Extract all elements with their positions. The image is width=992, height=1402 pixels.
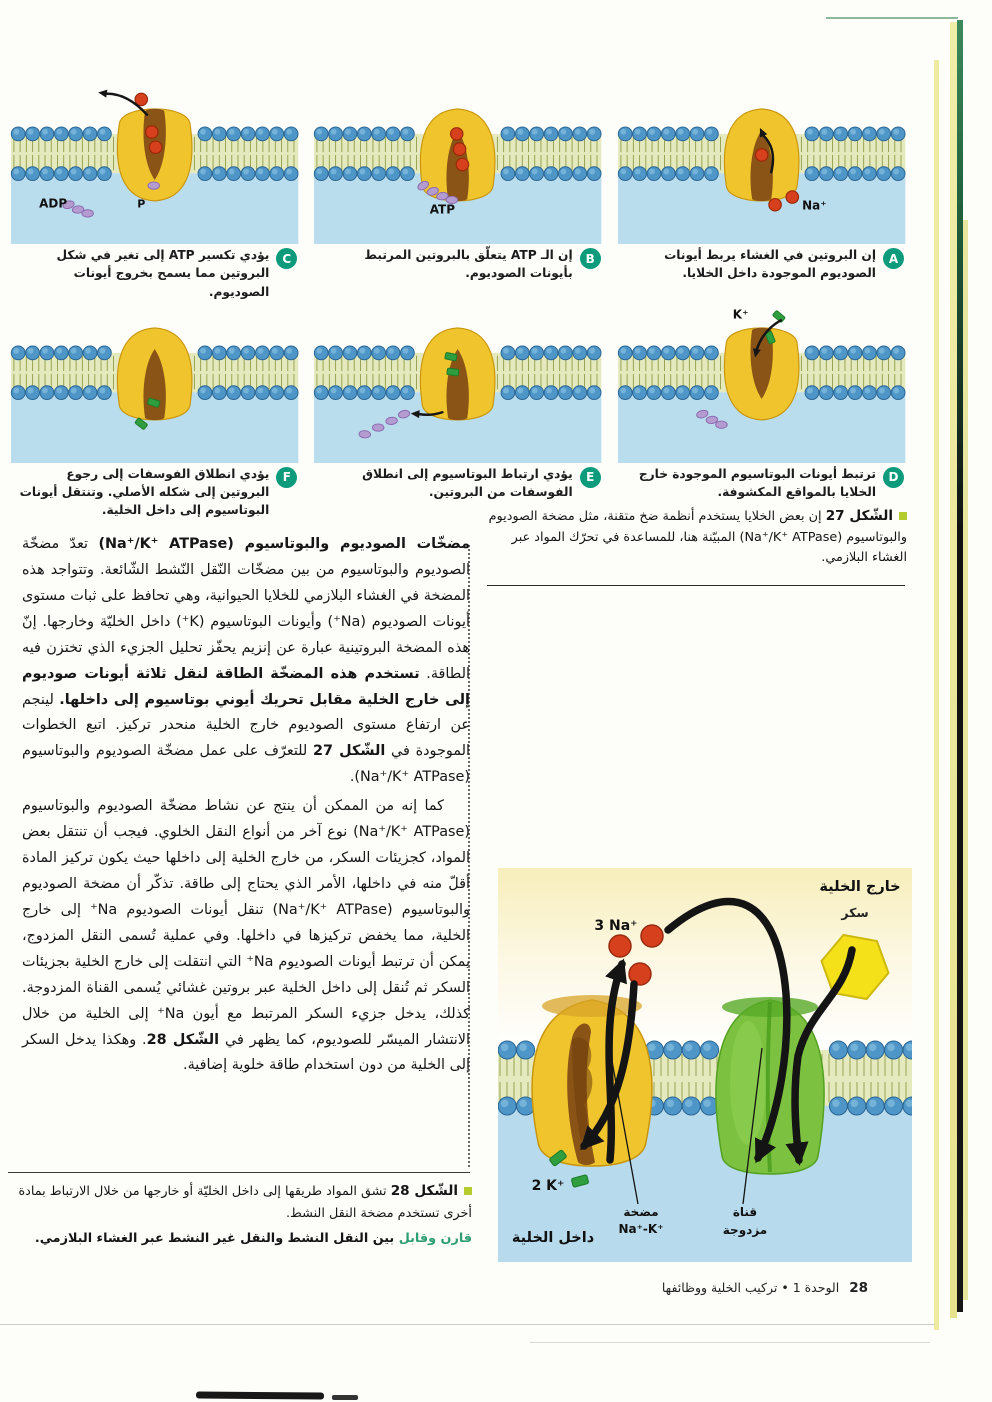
inside-cell-label: داخل الخلية (511, 1230, 595, 1246)
step-letter-badge: C (276, 248, 297, 269)
body-text: تعدّ مضخّة الصوديوم والبوتاسيوم من بين مضخّات النّقل النّشط الشّائعة. وتتواجد هذه المضخة في الغشاء البلازمي للخلايا الحيوانية، وهي تحافظ على ثبات مستوى أيونات الصوديوم (Na⁺) وأيونات البوتاسيوم (K⁺) داخل الخليّة وخارجها. إنّ هذه المضخة البروتينية عبارة عن إنزيم يحفّز تحليل الجزيء الذي تختزن فيه الطاقة. (22, 536, 470, 682)
body-paragraph-2 (22, 794, 470, 1079)
potassium-count-label: 2 K⁺ (531, 1178, 565, 1194)
figure27-step-f (8, 305, 301, 520)
sugar-label: سكر (841, 905, 869, 920)
pump-illustration-step-b (311, 86, 604, 244)
figure27-caption (485, 506, 907, 569)
svg-text:P: P (137, 197, 146, 211)
body-paragraph-1 (22, 532, 470, 791)
page-footer (578, 1280, 868, 1296)
panel-caption (8, 463, 301, 520)
footer-text: الوحدة 1 • تركيب الخلية ووظائفها (661, 1280, 840, 1295)
caption-rule (8, 1172, 470, 1173)
figure27-step-c (8, 86, 301, 301)
panel-caption (615, 244, 908, 300)
page-edge-scan-artifact (950, 22, 957, 1318)
compare-contrast-directive (8, 1228, 472, 1250)
figure27-step-e (311, 305, 604, 520)
svg-text:ATP: ATP (430, 202, 456, 217)
scan-smudge (332, 1395, 358, 1400)
figure-bullet-icon (464, 1187, 472, 1195)
section-heading: مضخّات الصوديوم والبوتاسيوم (Na⁺/K⁺ ATPase) (98, 536, 471, 552)
pump-protein (724, 328, 799, 420)
channel-label-line1: قناة (732, 1205, 758, 1219)
body-text: . وهكذا يدخل السكر إلى الخلية من دون استخدام طاقة خلوية إضافية. (22, 1031, 470, 1074)
panel-caption-text: إن البروتين في الغشاء يربط أيونات الصوديوم الموجودة داخل الخلايا. (664, 248, 876, 281)
channel-label-line2: مزدوجة (722, 1223, 768, 1237)
body-text-column (22, 532, 470, 1079)
pump-illustration-step-d (615, 305, 908, 463)
page-bottom-scan-line (530, 1342, 930, 1343)
figure27-step-a (615, 86, 908, 301)
panel-caption-text: إن الـ ATP يتعلّق بالبروتين المرتبط بأيونات الصوديوم. (364, 248, 573, 281)
figure28-reference: الشّكل 28 (146, 1031, 220, 1048)
figure-bullet-icon (899, 512, 907, 520)
figure27-caption-text: إن بعض الخلايا يستخدم أنظمة ضخ متقنة، مثل مضخة الصوديوم والبوتاسيوم (Na⁺/K⁺ ATPase) المبيّنة هنا، للمساعدة في تحرّك المواد عبر الغشاء البلازمي. (488, 509, 907, 566)
page-edge-scan-line (826, 17, 958, 19)
figure27-reference: الشّكل 27 (313, 743, 386, 760)
pump-illustration-step-f (8, 305, 301, 463)
panel-caption-text: يؤدي انطلاق الفوسفات إلى رجوع البروتين إلى شكله الأصلي. وتنتقل أيونات البوتاسيوم إلى داخل الخلية. (19, 466, 270, 518)
panel-caption-text: يؤدي ارتباط البوتاسيوم إلى انطلاق الفوسفات من البروتين. (362, 466, 573, 500)
figure27-label: الشّكل 27 (825, 508, 893, 524)
panel-caption-text: ترتبط أيونات البوتاسيوم الموجودة خارج الخلايا بالمواقع المكشوفة. (638, 466, 876, 500)
pump-label-line2: Na⁺-K⁺ (618, 1222, 664, 1236)
scan-smudge (196, 1391, 324, 1399)
directive-text: بين النقل النشط والنقل غير النشط عبر الغشاء البلازمي. (34, 1230, 399, 1246)
outside-cell-label: خارج الخلية (819, 879, 901, 895)
figure28-caption-line (8, 1180, 472, 1225)
panel-caption (311, 244, 604, 300)
svg-text:K⁺: K⁺ (732, 307, 749, 322)
step-letter-badge: A (883, 248, 904, 269)
caption-rule (487, 585, 905, 586)
pump-illustration-step-e (311, 305, 604, 463)
pump-illustration-step-c (8, 86, 301, 244)
figure27-step-d (615, 305, 908, 520)
figure27-step-panels (8, 86, 908, 520)
page-number: 28 (849, 1280, 868, 1296)
body-text: كما إنه من الممكن أن ينتج عن نشاط مضخّة الصوديوم والبوتاسيوم (Na⁺/K⁺ ATPase) نوع آخر من أنواع النقل الخلوي. فيجب أن تنتقل بعض المواد، كجزيئات السكر، من خارج الخلية إلى داخلها حيث يكون تركيز المادة أقلّ منه في داخلها، الأمر الذي يحتاج إلى طاقة. تذكّر أن مضخة الصوديوم والبوتاسيوم (Na⁺/K⁺ ATPase) تنقل أيونات الصوديوم Na⁺ إلى خارج الخلية، مما يخفض تركيزها في داخلها. وفي عملية تُسمى النقل المزدوج، يمكن أن ترتبط أيونات الصوديوم Na⁺ التي انتقلت إلى خارج الخلية بجزيئات السكر ثم تُنقل إلى داخل الخلية عبر بروتين غشائي يُسمى القناة المزدوجة. كذلك، يدخل جزيء السكر المرتبط مع أيون Na⁺ إلى الخلية من خلال الانتشار الميسّر للصوديوم، كما يظهر في (22, 798, 471, 1048)
figure27-step-b (311, 86, 604, 301)
page-edge-scan-artifact (963, 220, 968, 1300)
panel-caption (8, 244, 301, 301)
figure28-caption (8, 1180, 472, 1250)
body-text: للتعرّف على عمل مضخّة الصوديوم والبوتاسيوم (Na⁺/K⁺ ATPase). (22, 743, 470, 786)
step-letter-badge: E (580, 467, 601, 488)
body-text: لينجم عن ارتفاع مستوى الصوديوم خارج الخلية منحدر تركيز. اتبع الخطوات الموجودة في (22, 691, 470, 760)
pump-label-line1: مضخة (623, 1205, 659, 1219)
body-text-bold: تستخدم هذه المضخّة الطاقة لنقل ثلاثة أيونات صوديوم إلى خارج الخلية مقابل تحريك أيوني بوتاسيوم إلى داخلها. (22, 665, 470, 708)
sodium-count-label: 3 Na⁺ (594, 918, 638, 934)
page-bottom-scan-line (0, 1324, 935, 1325)
panel-caption-text: يؤدي تكسير ATP إلى تغير في شكل البروتين مما يسمح بخروج أيونات الصوديوم. (56, 248, 270, 299)
svg-text:Na⁺: Na⁺ (801, 198, 827, 213)
figure28-caption-text: تشق المواد طريقها إلى داخل الخليّة أو خارجها من خلال الارتباط بمادة أخرى تستخدم مضخة النقل النشط. (18, 1184, 472, 1222)
figure28-label: الشّكل 28 (390, 1183, 458, 1199)
figure28-coupled-transport-diagram (498, 868, 912, 1262)
pump-illustration-step-a (615, 86, 908, 244)
step-letter-badge: D (883, 467, 904, 488)
step-letter-badge: F (276, 467, 297, 488)
directive-label: قارن وقابل (398, 1230, 472, 1246)
page-edge-scan-artifact (934, 60, 939, 1330)
svg-text:ADP: ADP (39, 196, 68, 211)
step-letter-badge: B (580, 248, 601, 269)
